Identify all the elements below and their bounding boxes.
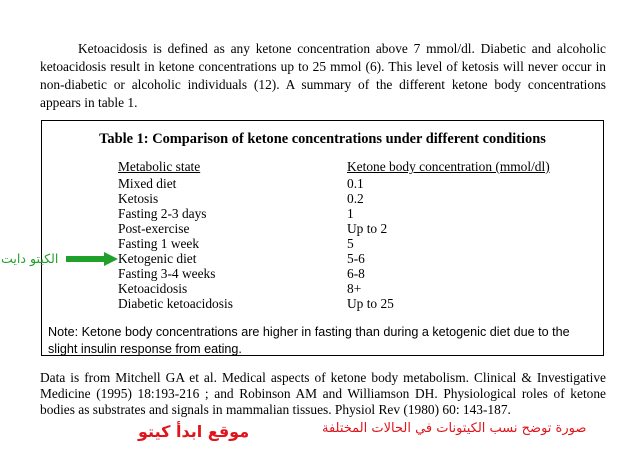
keto-diet-annotation-label: الكيتو دايت [1,251,59,266]
state-cell: Fasting 1 week [118,236,200,251]
table-row [42,176,603,191]
concentration-cell: 8+ [347,281,362,296]
source-citation: Data is from Mitchell GA et al. Medical aspects of ketone body metabolism. Clinical & Investigative Medicine (1995) 18:193-216 ; and Robinson AM and Williamson DH. Physiological roles of ketone bodies as substrates and signals in mammalian tissues. Physiol Rev (1980) 60: 143-187. [40,370,606,417]
intro-paragraph [40,40,606,112]
table-title: Table 1: Comparison of ketone concentrations under different conditions [99,131,546,147]
state-cell: Ketogenic diet [118,251,197,266]
image-caption: صورة توضح نسب الكيتونات في الحالات المختلفة [322,421,587,436]
intro-paragraph-text: Ketoacidosis is defined as any ketone concentration above 7 mmol/dl. Diabetic and alcoholic ketoacidosis result in ketone concentrations up to 25 mmol (6). This level of ketosis will never occur in non-diabetic or alcoholic individuals (12). A summary of the different ketone body concentrations appears in table 1. [40,41,606,110]
state-cell: Fasting 2-3 days [118,206,207,221]
concentration-cell: 0.1 [347,176,364,191]
concentration-cell: 6-8 [347,266,365,281]
table-row [42,236,603,251]
table-row [42,221,603,236]
table-row [42,281,603,296]
concentration-cell: Up to 25 [347,296,394,311]
column-header-concentration: Ketone body concentration (mmol/dl) [347,159,550,174]
state-cell: Ketoacidosis [118,281,188,296]
table-row [42,266,603,281]
concentration-cell: 5-6 [347,251,365,266]
state-cell: Fasting 3-4 weeks [118,266,216,281]
concentration-cell: Up to 2 [347,221,388,236]
right-arrow-icon [66,252,118,266]
concentration-cell: 5 [347,236,354,251]
table-row [42,206,603,221]
table-row [42,296,603,311]
ketone-table [41,120,604,356]
state-cell: Ketosis [118,191,159,206]
table-row [42,251,603,266]
state-cell: Mixed diet [118,176,177,191]
table-row [42,191,603,206]
table-note: Note: Ketone body concentrations are higher in fasting than during a ketogenic diet due to the slight insulin response from eating. [48,325,570,356]
site-brand-watermark: موقع ابدأ كيتو [138,422,250,441]
state-cell: Post-exercise [118,221,190,236]
concentration-cell: 1 [347,206,354,221]
concentration-cell: 0.2 [347,191,364,206]
column-header-state: Metabolic state [118,159,201,174]
state-cell: Diabetic ketoacidosis [118,296,233,311]
